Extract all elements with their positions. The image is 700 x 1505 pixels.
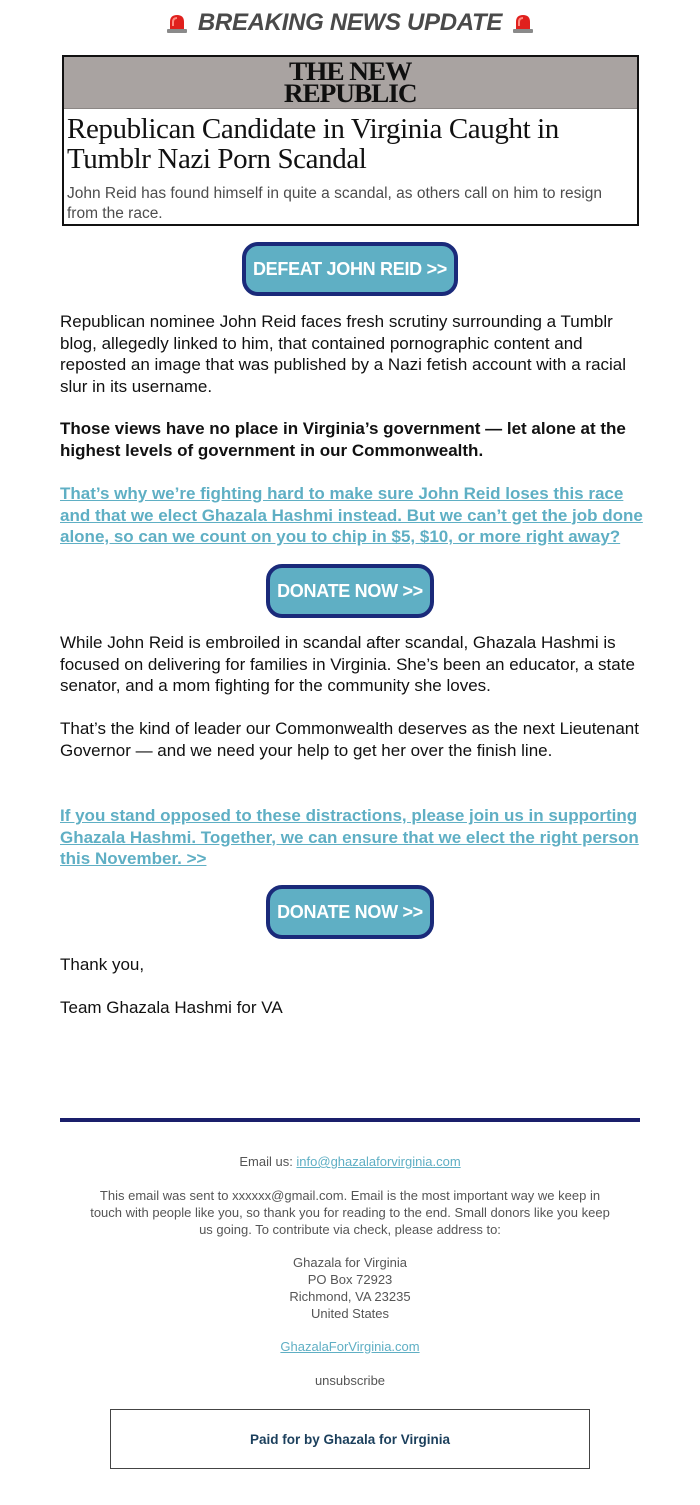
signoff-text: Thank you,: [60, 955, 145, 974]
siren-icon: [512, 13, 534, 33]
address-city: Richmond, VA 23235: [289, 1289, 411, 1304]
defeat-john-reid-button[interactable]: DEFEAT JOHN REID >>: [242, 242, 458, 296]
publication-logo: [284, 56, 417, 108]
defeat-cta-row: [0, 242, 700, 296]
donate-now-button[interactable]: DONATE NOW >>: [266, 885, 434, 939]
paid-for-disclaimer-box: [110, 1409, 590, 1469]
logo-line-1: THE NEW: [289, 56, 412, 86]
siren-icon: [166, 13, 188, 33]
signature-text: Team Ghazala Hashmi for VA: [60, 998, 283, 1017]
logo-line-2: REPUBLIC: [284, 78, 417, 108]
website-link[interactable]: GhazalaForVirginia.com: [280, 1339, 420, 1354]
unsubscribe-link[interactable]: unsubscribe: [314, 1373, 386, 1388]
donate-cta-row-1: [0, 564, 700, 618]
paragraph-scandal: Republican nominee John Reid faces fresh scrutiny surrounding a Tumblr blog, allegedly linked to him, that contained pornographic content and reposted an image that was published by a Nazi fetish account with a racial slur in its username.: [60, 312, 627, 396]
footer-email: [60, 1153, 640, 1170]
headline-text: BREAKING NEWS UPDATE: [197, 9, 503, 36]
article-summary: John Reid has found himself in quite a scandal, as others call on him to resign from the race.: [67, 185, 603, 222]
paragraph-views: Those views have no place in Virginia’s government — let alone at the highest levels of government in our Commonwealth.: [60, 419, 626, 460]
address-name: Ghazala for Virginia: [293, 1255, 407, 1270]
address-po-box: PO Box 72923: [307, 1272, 393, 1287]
footer-divider: [60, 1118, 640, 1122]
paragraph-hashmi: While John Reid is embroiled in scandal after scandal, Ghazala Hashmi is focused on delivering for families in Virginia. She’s been an educator, a state senator, and a mom fighting for the community she loves.: [60, 633, 635, 695]
paragraph-leader: That’s the kind of leader our Commonwealth deserves as the next Lieutenant Governor — and we need your help to get her over the finish line.: [60, 719, 639, 760]
support-hashmi-link[interactable]: If you stand opposed to these distractions, please join us in supporting Ghazala Hashmi. Together, we can ensure that we elect the right person this November. >>: [60, 806, 639, 868]
publication-masthead: [64, 57, 637, 109]
chip-in-link[interactable]: That’s why we’re fighting hard to make sure John Reid loses this race and that we elect Ghazala Hashmi instead. But we can’t get the job done alone, so can we count on you to chip in $5, $10, or more right away?: [60, 484, 643, 546]
breaking-news-headline: [0, 6, 700, 40]
email-label: Email us:: [239, 1154, 297, 1169]
donate-cta-row-2: [0, 885, 700, 939]
mailing-address: [60, 1254, 640, 1322]
footer-website: [60, 1338, 640, 1355]
donate-now-button[interactable]: DONATE NOW >>: [266, 564, 434, 618]
article-title: Republican Candidate in Virginia Caught in Tumblr Nazi Porn Scandal: [67, 113, 559, 175]
footer-notice: This email was sent to xxxxxx@gmail.com. Email is the most important way we keep in touch with people like you, so thank you for reading to the end. Small donors like you keep us going. To contribute via check, please address to:: [90, 1188, 610, 1237]
address-country: United States: [310, 1306, 390, 1321]
paid-for-disclaimer: Paid for by Ghazala for Virginia: [249, 1431, 451, 1447]
article-preview-card[interactable]: [62, 55, 639, 226]
footer-unsubscribe: [60, 1372, 640, 1389]
email-link[interactable]: info@ghazalaforvirginia.com: [296, 1154, 461, 1169]
